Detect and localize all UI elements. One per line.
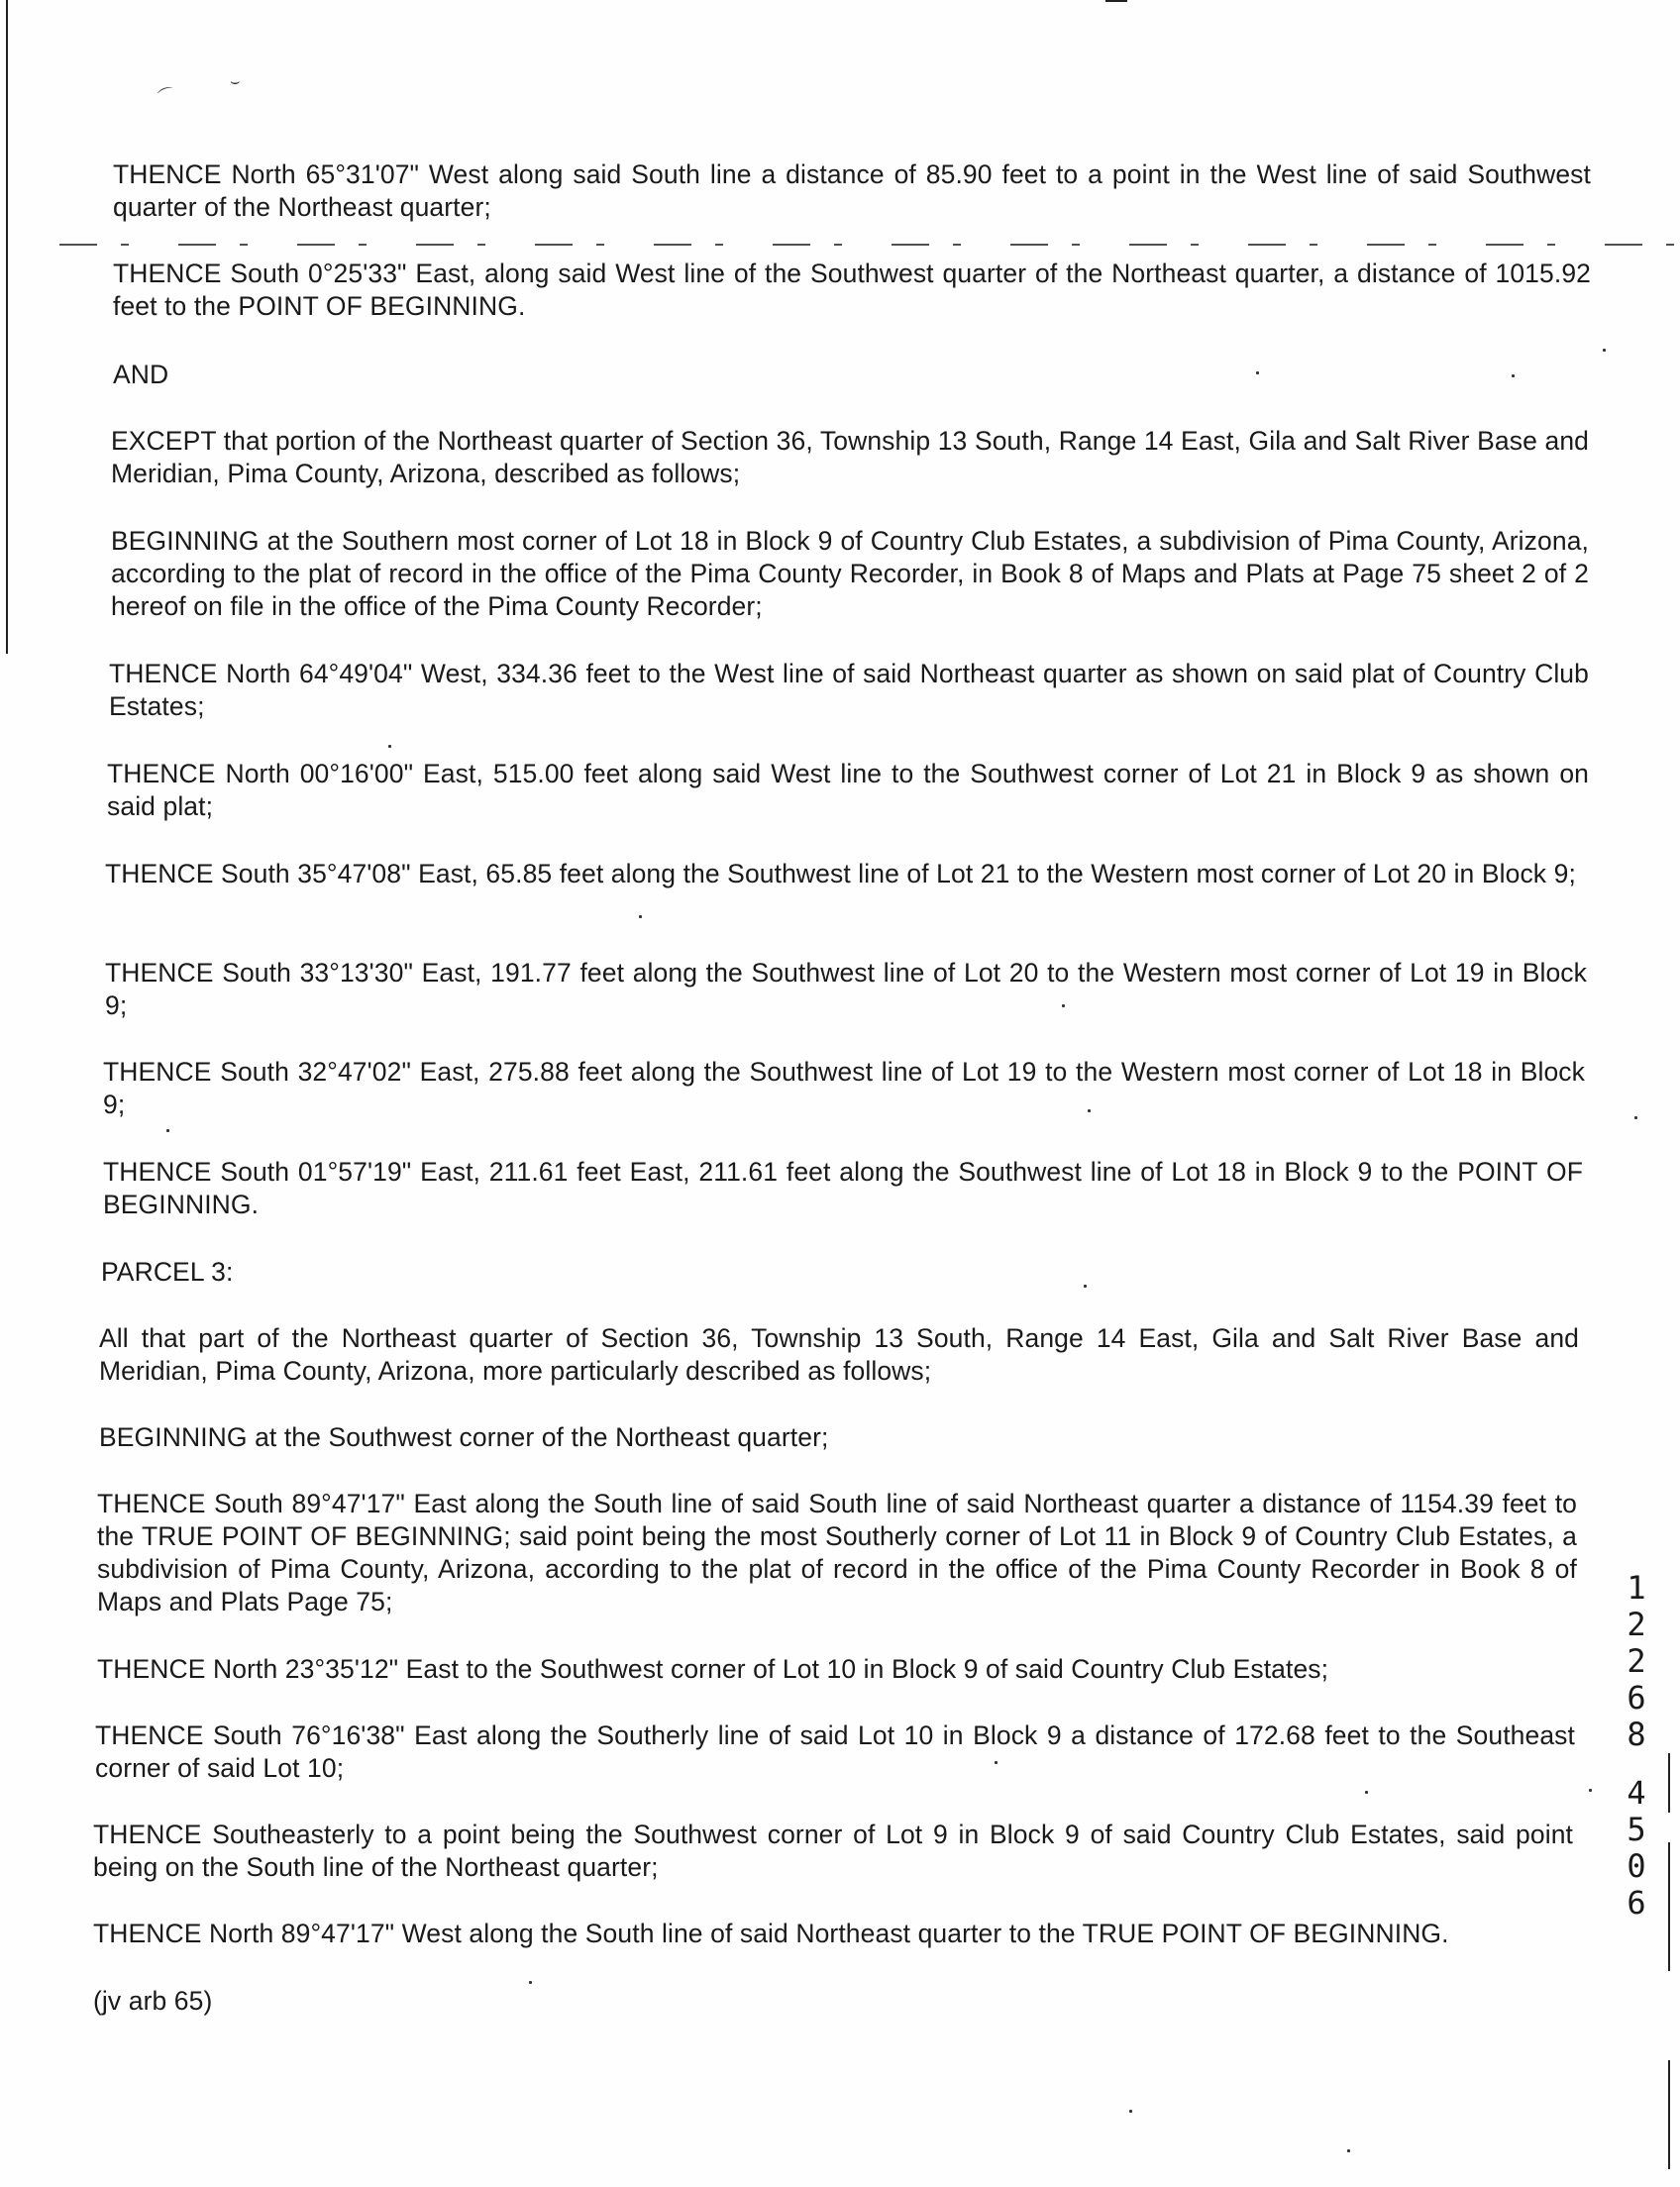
- paragraph: BEGINNING at the Southern most corner of Lot 18 in Block 9 of Country Club Estates, a subdivision of Pima County, Arizona, according to the plat of record in the office of the Pima County Recorder, in Book 8 of Maps and Plats at Page 75 sheet 2 of 2 hereof on file in the office of the Pima County Recorder;: [111, 526, 1589, 621]
- paragraph: THENCE South 32°47'02" East, 275.88 feet along the Southwest line of Lot 19 to the Western most corner of Lot 18 in Block 9;: [103, 1057, 1585, 1119]
- scan-right-mark: [1668, 2060, 1670, 2169]
- paragraph: THENCE South 33°13'30" East, 191.77 feet along the Southwest line of Lot 20 to the Western most corner of Lot 19 in Block 9;: [105, 958, 1587, 1020]
- scan-speck: [166, 1129, 169, 1132]
- paragraph: THENCE North 65°31'07" West along said South line a distance of 85.90 feet to a point in the West line of said Southwest quarter of the Northeast quarter;: [113, 159, 1591, 222]
- paragraph: THENCE Southeasterly to a point being the Southwest corner of Lot 9 in Block 9 of said Country Club Estates, said point being on the South line of the Northeast quarter;: [93, 1820, 1573, 1882]
- recorder-digit: 2: [1627, 1642, 1646, 1680]
- recorder-number: [1623, 1570, 1650, 1922]
- paragraph: (jv arb 65): [93, 1986, 213, 2016]
- recorder-digit-gap: [1623, 1753, 1650, 1775]
- paragraph: THENCE North 23°35'12" East to the Southwest corner of Lot 10 in Block 9 of said Country Club Estates;: [97, 1654, 1329, 1684]
- recorder-digit: 1: [1627, 1569, 1646, 1607]
- paragraph: THENCE North 00°16'00" East, 515.00 feet along said West line to the Southwest corner of Lot 21 in Block 9 as shown on said plat;: [107, 759, 1589, 821]
- recorder-digit: 6: [1627, 1679, 1646, 1717]
- recorder-digit: 0: [1627, 1847, 1646, 1885]
- scan-speck: [1589, 1789, 1592, 1792]
- scan-dash-row: [59, 244, 1680, 246]
- paragraph: PARCEL 3:: [101, 1257, 234, 1287]
- paragraph: All that part of the Northeast quarter of Section 36, Township 13 South, Range 14 East, Gila and Salt River Base and Meridian, Pima County, Arizona, more particularly described as follows;: [99, 1323, 1579, 1386]
- recorder-digit: 8: [1627, 1716, 1646, 1753]
- scan-scribble: ⌣: [230, 71, 241, 90]
- scan-speck: [639, 915, 642, 918]
- paragraph: THENCE South 0°25'33" East, along said West line of the Southwest quarter of the Northeast quarter, a distance of 1015.92 feet to the POINT OF BEGINNING.: [113, 259, 1591, 321]
- paragraph: THENCE North 64°49'04" West, 334.36 feet to the West line of said Northeast quarter as shown on said plat of Country Club Estates;: [109, 659, 1589, 721]
- paragraph: THENCE North 89°47'17" West along the South line of said Northeast quarter to the TRUE POINT OF BEGINNING.: [93, 1919, 1449, 1948]
- scan-speck: [1347, 2149, 1350, 2152]
- scan-speck: [1365, 1791, 1368, 1794]
- recorder-digit: 5: [1627, 1811, 1646, 1848]
- paragraph: AND: [113, 360, 169, 389]
- scan-top-mark: [1105, 0, 1127, 2]
- scan-speck: [1603, 349, 1606, 352]
- scan-speck: [1129, 2110, 1132, 2113]
- scan-left-edge: [6, 0, 8, 614]
- scan-right-mark: [1668, 1842, 1670, 1971]
- paragraph: THENCE South 76°16'38" East along the Southerly line of said Lot 10 in Block 9 a distance of 172.68 feet to the Southeast corner of said Lot 10;: [95, 1720, 1575, 1783]
- scan-speck: [388, 745, 391, 748]
- scan-speck: [529, 1981, 532, 1984]
- paragraph: THENCE South 35°47'08" East, 65.85 feet along the Southwest line of Lot 21 to the Western most corner of Lot 20 in Block 9;: [105, 859, 1576, 888]
- paragraph: EXCEPT that portion of the Northeast quarter of Section 36, Township 13 South, Range 14 East, Gila and Salt River Base and Meridian, Pima County, Arizona, described as follows;: [111, 426, 1589, 488]
- recorder-digit: 2: [1627, 1606, 1646, 1643]
- scan-left-mark: [6, 500, 8, 518]
- recorder-digit: 6: [1627, 1884, 1646, 1922]
- scan-left-mark: [6, 555, 8, 654]
- scan-speck: [1634, 1116, 1637, 1119]
- paragraph: THENCE South 01°57'19" East, 211.61 feet East, 211.61 feet along the Southwest line of Lot 18 in Block 9 to the POINT OF BEGINNING.: [103, 1157, 1583, 1219]
- recorder-digit: 4: [1627, 1774, 1646, 1812]
- scan-right-mark: [1668, 1753, 1670, 1813]
- paragraph: BEGINNING at the Southwest corner of the Northeast quarter;: [99, 1422, 829, 1452]
- paragraph: THENCE South 89°47'17" East along the South line of said South line of said Northeast quarter a distance of 1154.39 feet to the TRUE POINT OF BEGINNING; said point being the most Southerly corner of Lot 11 in Block 9 of Country Club Estates, a subdivision of Pima County, Arizona, according to the plat of record in the office of the Pima County Recorder in Book 8 of Maps and Plats Page 75;: [97, 1489, 1577, 1616]
- scan-scribble: ⌒: [156, 83, 178, 108]
